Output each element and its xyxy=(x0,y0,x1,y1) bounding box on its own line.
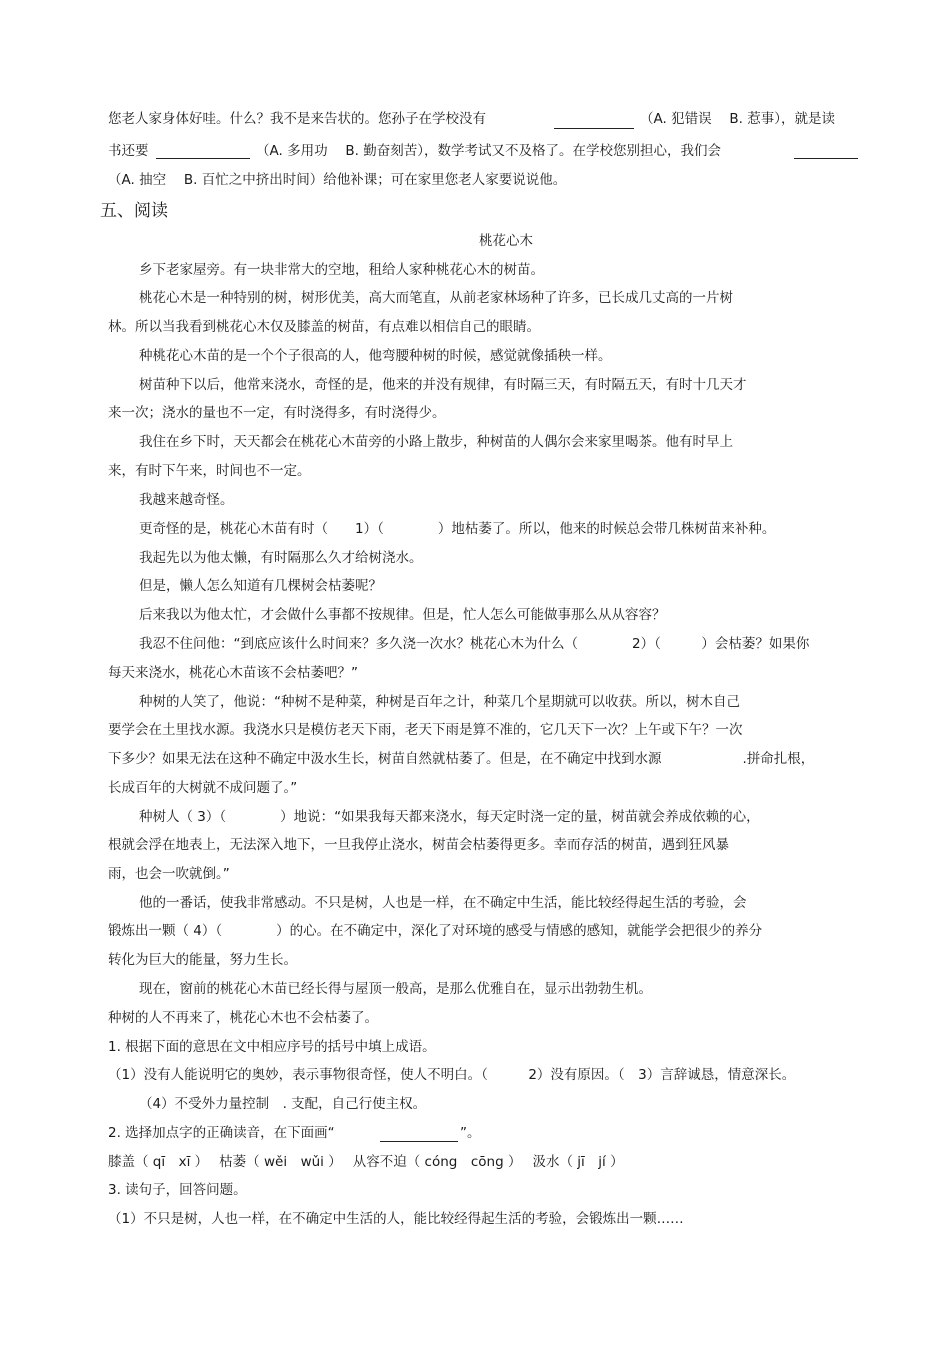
question-2-text-b: ”。 xyxy=(460,1125,481,1141)
question-1-items-a: （1）没有人能说明它的奥妙，表示事物很奇怪，使人不明白。（ 2）没有原因。（ 3）言辞诚恳，情意深长。 xyxy=(108,1067,796,1083)
question-2-options: 膝盖（ qī xī ） 枯萎（ wěi wǔi ） 从容不迫（ cóng cōng ） 汲水（ jī jí ） xyxy=(108,1154,624,1170)
top-line-1-text-b: （A. 犯错误 B. 惹事），就是读 xyxy=(640,111,835,127)
question-2-text-a: 2. 选择加点字的正确读音，在下面画“ xyxy=(108,1125,335,1141)
passage-line: 他的一番话，使我非常感动。不只是树，人也是一样，在不确定中生活，能比较经得起生活的考验，会 xyxy=(139,895,747,911)
passage-line: 每天来浇水，桃花心木苗该不会枯萎吧？” xyxy=(108,665,358,681)
top-line-2-text-a: 书还要 xyxy=(108,143,149,159)
passage-line: 我起先以为他太懒，有时隔那么久才给树浇水。 xyxy=(139,550,423,566)
passage-line: 来一次；浇水的量也不一定，有时浇得多，有时浇得少。 xyxy=(108,405,446,421)
answer-blank-2[interactable] xyxy=(156,144,250,159)
question-3: 3. 读句子，回答问题。 xyxy=(108,1182,247,1198)
passage-line: 要学会在土里找水源。我浇水只是模仿老天下雨，老天下雨是算不准的，它几天下一次？上午或下午？一次 xyxy=(108,722,743,738)
top-line-1 xyxy=(108,109,486,129)
passage-line: 林。所以当我看到桃花心木仅及膝盖的树苗，有点难以相信自己的眼睛。 xyxy=(108,319,540,335)
passage-line: 下多少？如果无法在这种不确定中汲水生长，树苗自然就枯萎了。但是，在不确定中找到水源 .拼命扎根， xyxy=(108,751,815,767)
passage-line: 根就会浮在地表上，无法深入地下，一旦我停止浇水，树苗会枯萎得更多。幸而存活的树苗，遇到狂风暴 xyxy=(108,837,729,853)
passage-line: 来，有时下午来，时间也不一定。 xyxy=(108,463,311,479)
passage-line: 种树的人笑了，他说：“种树不是种菜，种树是百年之计，种菜几个星期就可以收获。所以，树木自己 xyxy=(139,694,740,710)
passage-line: 我越来越奇怪。 xyxy=(139,492,234,508)
question-2 xyxy=(108,1123,335,1143)
top-line-1-text-a: 您老人家身体好哇。什么？我不是来告状的。您孙子在学校没有 xyxy=(108,111,486,127)
section-heading: 五、阅读 xyxy=(100,201,168,221)
passage-line: 转化为巨大的能量，努力生长。 xyxy=(108,952,297,968)
passage-line: 我忍不住问他：“到底应该什么时间来？多久浇一次水？桃花心木为什么（ 2）（ ）会枯萎？如果你 xyxy=(139,636,810,652)
top-line-3-text: （A. 抽空 B. 百忙之中挤出时间）给他补课；可在家里您老人家要说说他。 xyxy=(108,172,567,188)
top-line-2b xyxy=(256,141,721,161)
question-1: 1. 根据下面的意思在文中相应序号的括号中填上成语。 xyxy=(108,1039,436,1055)
passage-line: 雨，也会一吹就倒。” xyxy=(108,866,230,882)
top-line-1b xyxy=(640,109,835,129)
answer-blank-1[interactable] xyxy=(554,114,634,129)
passage-line: 现在，窗前的桃花心木苗已经长得与屋顶一般高，是那么优雅自在，显示出勃勃生机。 xyxy=(139,981,652,997)
answer-blank-4[interactable] xyxy=(380,1127,458,1142)
passage-line: 锻炼出一颗（ 4）（ ）的心。在不确定中，深化了对环境的感受与情感的感知，就能学会把很少的养分 xyxy=(108,923,763,939)
passage-title: 桃花心木 xyxy=(479,233,533,249)
passage-line: 但是，懒人怎么知道有几棵树会枯萎呢？ xyxy=(139,578,382,594)
passage-line: 树苗种下以后，他常来浇水，奇怪的是，他来的并没有规律，有时隔三天，有时隔五天，有时十几天才 xyxy=(139,377,747,393)
question-3-item-1: （1）不只是树，人也一样，在不确定中生活的人，能比较经得起生活的考验，会锻炼出一颗…… xyxy=(108,1211,684,1227)
question-2-end xyxy=(460,1123,481,1143)
top-line-3 xyxy=(108,170,566,190)
passage-line: 种树的人不再来了，桃花心木也不会枯萎了。 xyxy=(108,1010,378,1026)
top-line-2-text-b: （A. 多用功 B. 勤奋刻苦），数学考试又不及格了。在学校您别担心，我们会 xyxy=(256,143,721,159)
passage-line: 桃花心木是一种特别的树，树形优美，高大而笔直，从前老家林场种了许多，已长成几丈高的一片树 xyxy=(139,290,733,306)
question-1-items-b: （4）不受外力量控制 . 支配，自己行使主权。 xyxy=(139,1096,427,1112)
passage-line: 我住在乡下时，天天都会在桃花心木苗旁的小路上散步，种树苗的人偶尔会来家里喝茶。他有时早上 xyxy=(139,434,733,450)
passage-line: 长成百年的大树就不成问题了。” xyxy=(108,780,298,796)
passage-line: 乡下老家屋旁。有一块非常大的空地，租给人家种桃花心木的树苗。 xyxy=(139,262,544,278)
passage-line: 更奇怪的是，桃花心木苗有时（ 1）（ ）地枯萎了。所以，他来的时候总会带几株树苗来补种。 xyxy=(139,521,776,537)
passage-line: 种树人（ 3）（ ）地说：“如果我每天都来浇水，每天定时浇一定的量，树苗就会养成依赖的心， xyxy=(139,809,760,825)
passage-line: 后来我以为他太忙，才会做什么事都不按规律。但是，忙人怎么可能做事那么从从容容？ xyxy=(139,607,666,623)
passage-line: 种桃花心木苗的是一个个子很高的人，他弯腰种树的时候，感觉就像插秧一样。 xyxy=(139,348,612,364)
answer-blank-3[interactable] xyxy=(794,144,858,159)
top-line-2 xyxy=(108,141,149,161)
